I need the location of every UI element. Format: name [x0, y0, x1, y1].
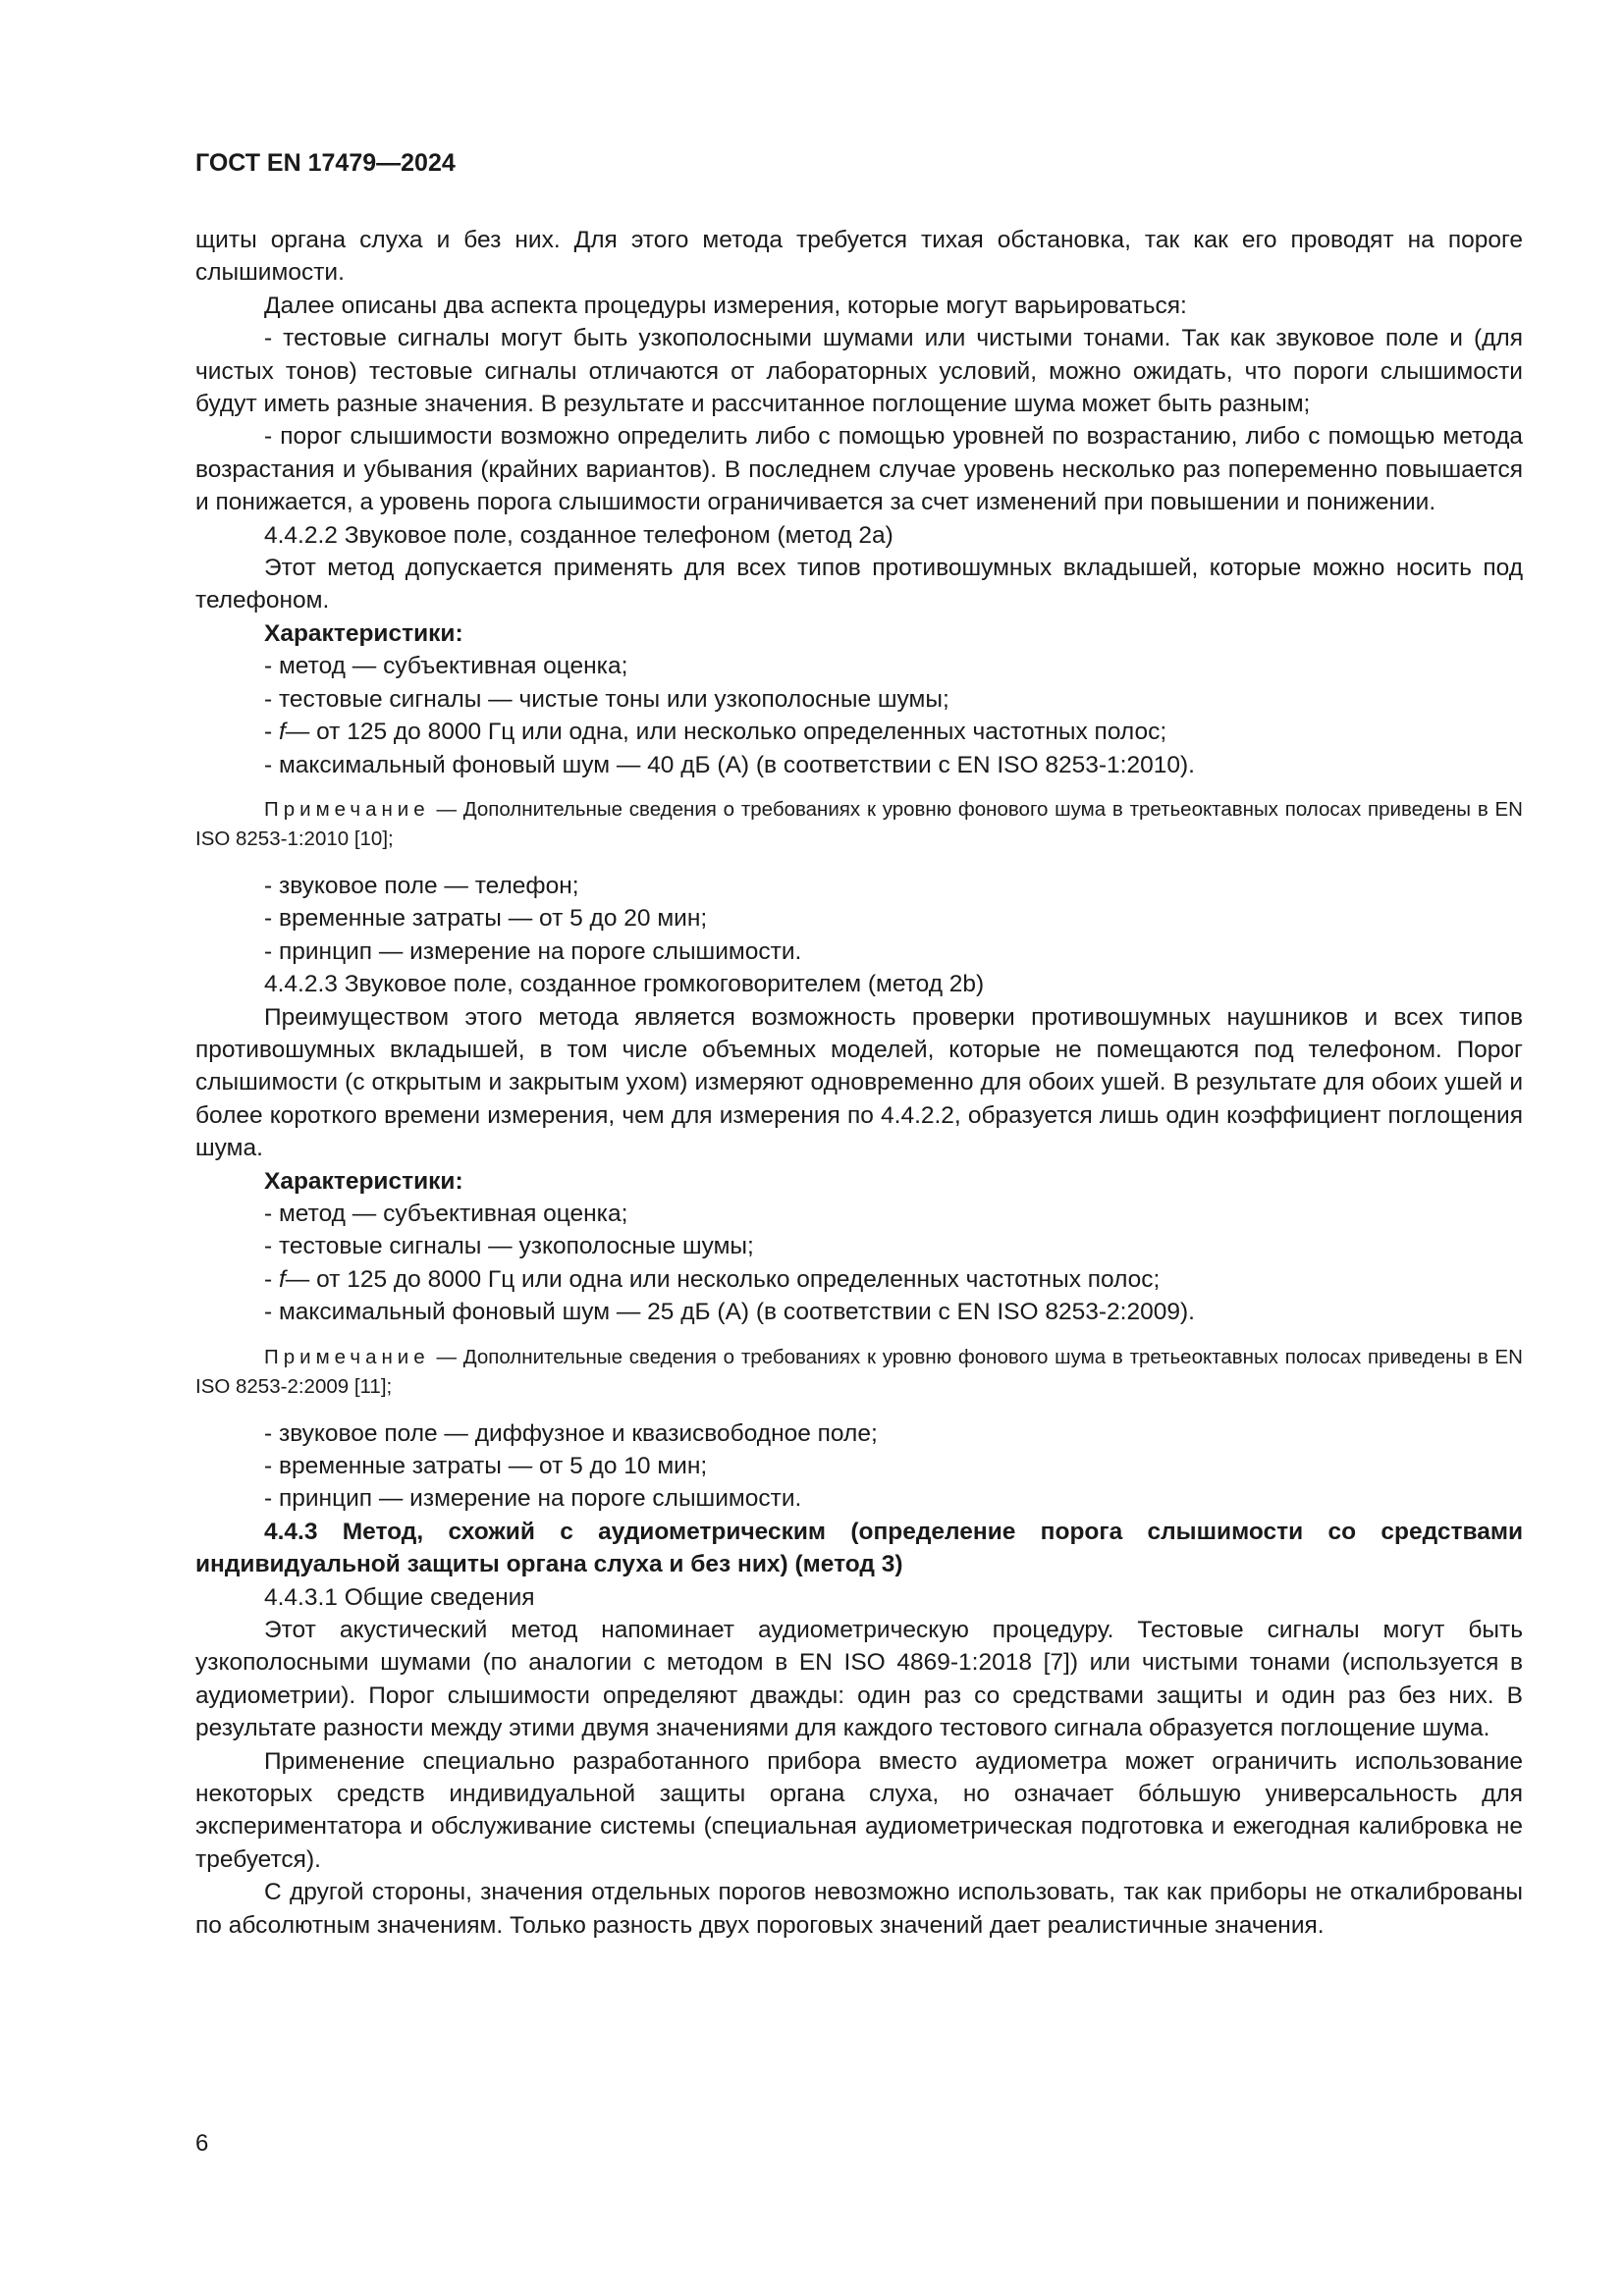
paragraph: Далее описаны два аспекта процедуры измерения, которые могут варьироваться:	[264, 292, 1187, 319]
list-item: - временные затраты — от 5 до 20 мин;	[264, 905, 708, 933]
list-item: - метод — субъективная оценка;	[264, 653, 628, 680]
list-item: - звуковое поле — диффузное и квазисвободное поле;	[264, 1419, 878, 1447]
note	[195, 795, 1523, 854]
paragraph: Применение специально разработанного прибора вместо аудиометра может ограничить использование некоторых средств индивидуальной защиты органа слуха, но означает бóльшую универсальность для экспериментатора и обслуживание системы (специальная аудиометрическая подготовка и ежегодная калибровка не требуется).	[195, 1747, 1523, 1873]
list-item	[264, 716, 1523, 748]
list-item: - временные затраты — от 5 до 10 мин;	[264, 1453, 708, 1479]
note-label: Примечание	[264, 1345, 430, 1368]
list-item-text: — от 125 до 8000 Гц или одна, или несколько определенных частотных полос;	[285, 719, 1167, 746]
list-item: - тестовые сигналы — узкополосные шумы;	[264, 1233, 754, 1260]
page-body	[195, 224, 1523, 1942]
note-text: — Дополнительные сведения о требованиях к уровню фонового шума в третьеоктавных полосах приведены в EN ISO 8253-1:2010 [10];	[195, 797, 1523, 850]
section-heading: 4.4.2.2 Звуковое поле, созданное телефоном (метод 2a)	[264, 521, 893, 549]
list-item: - звуковое поле — телефон;	[264, 872, 579, 899]
subsection-heading: 4.4.3.1 Общие сведения	[264, 1583, 535, 1611]
list-item: - метод — субъективная оценка;	[264, 1200, 628, 1227]
list-item: - принцип — измерение на пороге слышимости.	[264, 937, 802, 965]
section-heading: 4.4.2.3 Звуковое поле, созданное громкоговорителем (метод 2b)	[264, 971, 985, 998]
note	[195, 1343, 1523, 1402]
paragraph: С другой стороны, значения отдельных порогов невозможно использовать, так как приборы не откалиброваны по абсолютным значениям. Только разность двух пороговых значений дает реалистичные значения.	[195, 1879, 1523, 1939]
note-text: — Дополнительные сведения о требованиях к уровню фонового шума в третьеоктавных полосах приведены в EN ISO 8253-2:2009 [11];	[195, 1345, 1523, 1398]
list-item	[264, 1263, 1523, 1296]
paragraph: - порог слышимости возможно определить либо с помощью уровней по возрастанию, либо с помощью метода возрастания и убывания (крайних вариантов). В последнем случае уровень несколько раз попеременно повышается и понижается, а уровень порога слышимости ограничивается за счет изменений при повышении и понижении.	[195, 423, 1523, 516]
list-item: - тестовые сигналы — чистые тоны или узкополосные шумы;	[264, 685, 949, 713]
paragraph: - тестовые сигналы могут быть узкополосными шумами или чистыми тонами. Так как звуковое поле и (для чистых тонов) тестовые сигналы отличаются от лабораторных условий, можно ожидать, что пороги слышимости будут иметь разные значения. В результате и рассчитанное поглощение шума может быть разным;	[195, 325, 1523, 418]
list-item: - принцип — измерение на пороге слышимости.	[264, 1485, 802, 1513]
list-dash: -	[264, 719, 279, 746]
characteristics-label: Характеристики:	[264, 1167, 463, 1195]
document-header: ГОСТ EN 17479—2024	[195, 149, 456, 177]
paragraph: щиты органа слуха и без них. Для этого метода требуется тихая обстановка, так как его проводят на пороге слышимости.	[195, 227, 1523, 287]
list-item: - максимальный фоновый шум — 40 дБ (А) (в соответствии с EN ISO 8253-1:2010).	[264, 751, 1195, 778]
paragraph: Этот метод допускается применять для всех типов противошумных вкладышей, которые можно носить под телефоном.	[195, 555, 1523, 614]
paragraph: Преимуществом этого метода является возможность проверки противошумных наушников и всех типов противошумных вкладышей, в том числе объемных моделей, которые не помещаются под телефоном. Порог слышимости (с открытым и закрытым ухом) измеряют одновременно для обоих ушей. В результате для обоих ушей и более короткого времени измерения, чем для измерения по 4.4.2.2, образуется лишь один коэффициент поглощения шума.	[195, 1003, 1523, 1162]
characteristics-label: Характеристики:	[264, 619, 463, 647]
page-number: 6	[195, 2130, 209, 2157]
paragraph: Этот акустический метод напоминает аудиометрическую процедуру. Тестовые сигналы могут быть узкополосными шумами (по аналогии с методом в EN ISO 4869-1:2018 [7]) или чистыми тонами (используется в аудиометрии). Порог слышимости определяют дважды: один раз со средствами защиты и один раз без них. В результате разности между этими двумя значениями для каждого тестового сигнала образуется поглощение шума.	[195, 1617, 1523, 1742]
frequency-symbol: f	[278, 1265, 286, 1293]
list-dash: -	[264, 1265, 279, 1293]
list-item-text: — от 125 до 8000 Гц или одна или несколько определенных частотных полос;	[285, 1265, 1161, 1293]
list-item: - максимальный фоновый шум — 25 дБ (А) (в соответствии с EN ISO 8253-2:2009).	[264, 1299, 1195, 1326]
section-heading: 4.4.3 Метод, схожий с аудиометрическим (определение порога слышимости со средствами индивидуальной защиты органа слуха и без них) (метод 3)	[195, 1518, 1523, 1578]
frequency-symbol: f	[278, 719, 286, 746]
note-label: Примечание	[264, 797, 430, 821]
